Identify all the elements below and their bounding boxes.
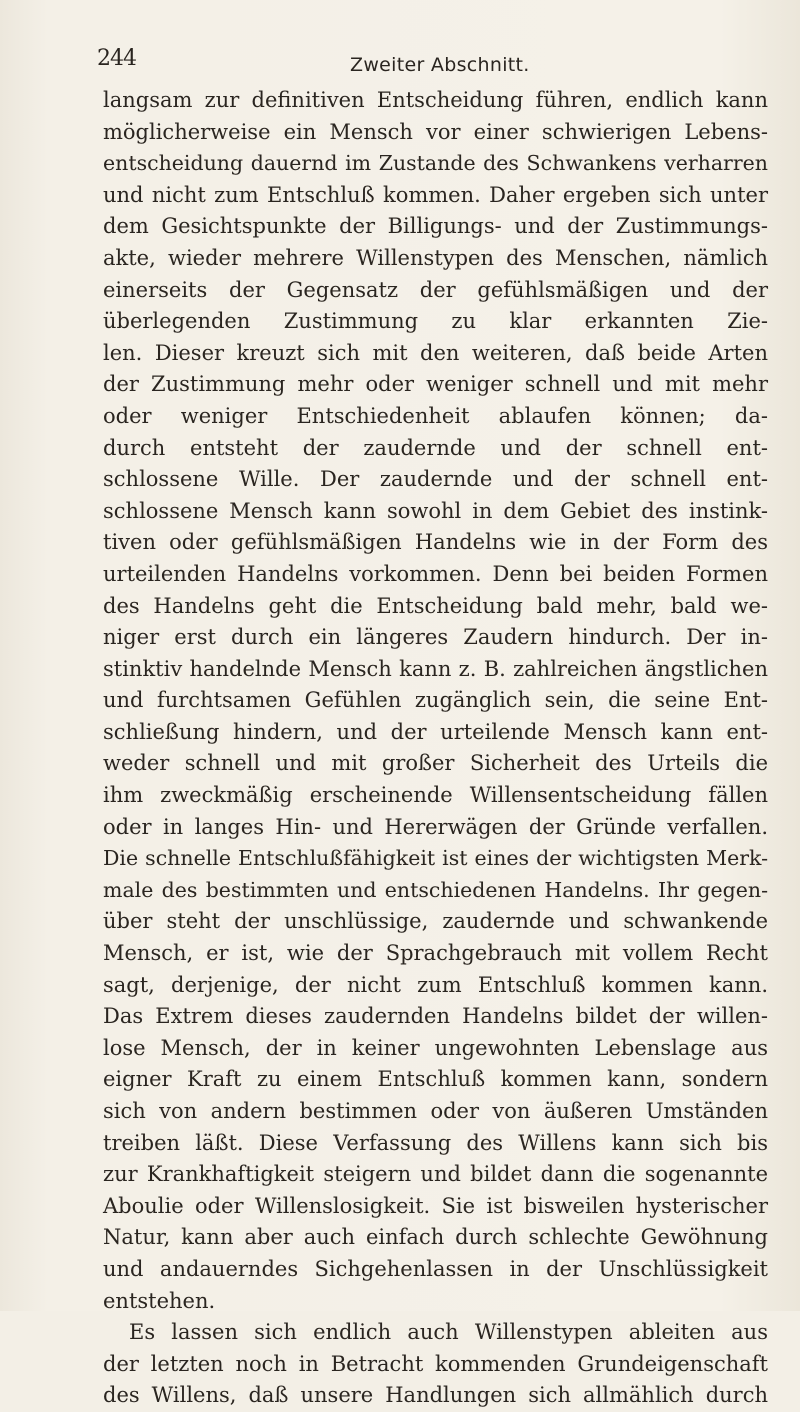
text-line: sich von andern bestimmen oder von äußeren Umständen xyxy=(103,1099,768,1123)
text-line: schlossene Wille. Der zaudernde und der schnell ent- xyxy=(103,467,768,492)
text-line: Die schnelle Entschlußfähigkeit ist eines der wichtigsten Merk- xyxy=(103,846,768,871)
text-line: Es lassen sich endlich auch Willenstypen ableiten aus xyxy=(129,1320,768,1345)
body-text xyxy=(103,85,768,1412)
text-line: einerseits der Gegensatz der gefühlsmäßigen und der xyxy=(103,277,768,302)
text-line: oder weniger Entschiedenheit ablaufen können; da- xyxy=(103,403,768,428)
text-line: len. Dieser kreuzt sich mit den weiteren, daß beide Arten xyxy=(103,340,768,365)
text-line: des Willens, daß unsere Handlungen sich allmählich durch xyxy=(103,1383,768,1408)
running-title: Zweiter Abschnitt. xyxy=(350,54,530,76)
text-line: durch entsteht der zaudernde und der schnell ent- xyxy=(103,435,768,460)
page-header xyxy=(0,44,800,84)
text-line: möglicherweise ein Mensch vor einer schwierigen Lebens- xyxy=(103,119,768,144)
text-line: schlossene Mensch kann sowohl in dem Gebiet des instink- xyxy=(103,498,768,523)
text-line: schließung hindern, und der urteilende Mensch kann ent- xyxy=(103,719,768,744)
text-line: dem Gesichtspunkte der Billigungs- und der Zustimmungs- xyxy=(103,214,768,239)
text-line: treiben läßt. Diese Verfassung des Willens kann sich bis xyxy=(103,1130,768,1155)
text-line: Aboulie oder Willenslosigkeit. Sie ist bisweilen hysterischer xyxy=(103,1193,768,1218)
text-line: weder schnell und mit großer Sicherheit des Urteils die xyxy=(103,751,768,776)
text-line: lose Mensch, der in keiner ungewohnten Lebenslage aus xyxy=(103,1035,768,1060)
text-line: niger erst durch ein längeres Zaudern hindurch. Der in- xyxy=(103,625,768,650)
text-line: des Handelns geht die Entscheidung bald mehr, bald we- xyxy=(103,593,768,618)
text-line: stinktiv handelnde Mensch kann z. B. zahlreichen ängstlichen xyxy=(103,656,768,681)
text-line: tiven oder gefühlsmäßigen Handelns wie in der Form des xyxy=(103,530,768,555)
text-line: Mensch, er ist, wie der Sprachgebrauch mit vollem Recht xyxy=(103,941,768,966)
text-line: der Zustimmung mehr oder weniger schnell und mit mehr xyxy=(103,372,768,397)
text-line: Das Extrem dieses zaudernden Handelns bildet der willen- xyxy=(103,1004,768,1029)
text-line: entscheidung dauernd im Zustande des Schwankens verharren xyxy=(103,151,768,176)
text-line: und nicht zum Entschluß kommen. Daher ergeben sich unter xyxy=(103,182,768,207)
text-line: male des bestimmten und entschiedenen Handelns. Ihr gegen- xyxy=(103,877,768,902)
text-line: ihm zweckmäßig erscheinende Willensentscheidung fällen xyxy=(103,783,768,808)
text-line: eigner Kraft zu einem Entschluß kommen kann, sondern xyxy=(103,1067,768,1092)
text-line: und furchtsamen Gefühlen zugänglich sein, die seine Ent- xyxy=(103,688,768,713)
text-line: oder in langes Hin- und Hererwägen der Gründe verfallen. xyxy=(103,814,768,839)
text-line: langsam zur definitiven Entscheidung führen, endlich kann xyxy=(103,88,768,112)
text-line: Natur, kann aber auch einfach durch schlechte Gewöhnung xyxy=(103,1225,768,1250)
text-line: über steht der unschlüssige, zaudernde und schwankende xyxy=(103,909,768,934)
page-number: 244 xyxy=(97,46,136,71)
text-line: der letzten noch in Betracht kommenden Grundeigenschaft xyxy=(103,1351,768,1376)
text-line: entstehen. xyxy=(103,1288,216,1313)
text-line: urteilenden Handelns vorkommen. Denn bei beiden Formen xyxy=(103,561,768,586)
text-line: akte, wieder mehrere Willenstypen des Menschen, nämlich xyxy=(103,245,768,270)
text-line: sagt, derjenige, der nicht zum Entschluß kommen kann. xyxy=(103,972,768,997)
text-line: überlegenden Zustimmung zu klar erkannten Zie- xyxy=(103,309,768,334)
text-line: zur Krankhaftigkeit steigern und bildet dann die sogenannte xyxy=(103,1162,768,1187)
text-line: und andauerndes Sichgehenlassen in der Unschlüssigkeit xyxy=(103,1256,768,1281)
